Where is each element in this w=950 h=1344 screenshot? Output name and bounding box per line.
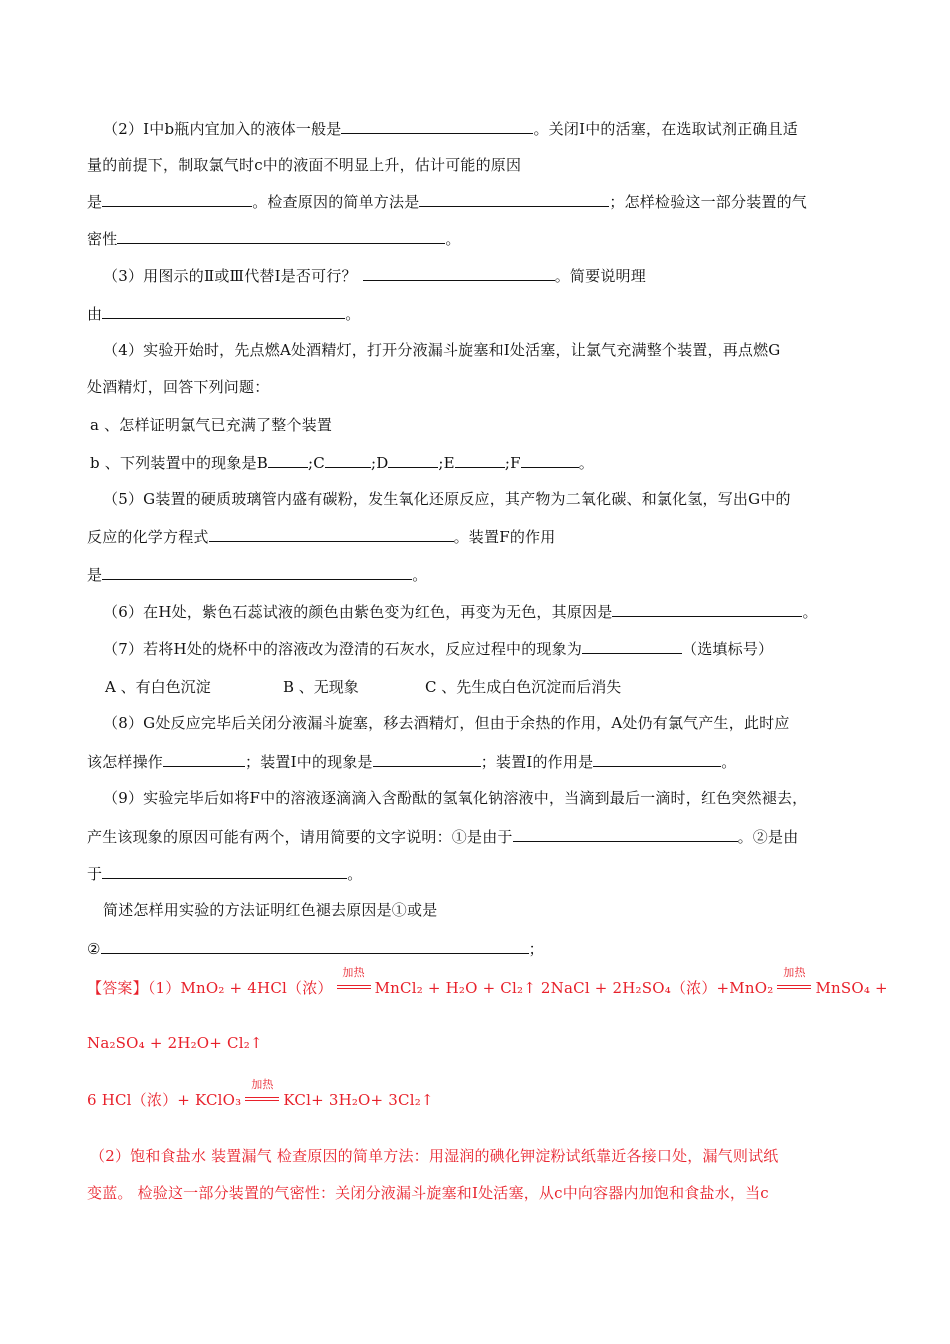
text: ;D [370,454,389,472]
heating-condition [777,966,811,993]
blank-f[interactable] [521,452,579,468]
text: （2）Ⅰ中b瓶内宜加入的液体一般是 [103,120,342,138]
text: 由 [87,305,103,323]
q4-part-a: a 、怎样证明氯气已充满了整个装置 [90,416,333,434]
text: ；装置Ⅰ中的现象是 [245,753,373,771]
q9-line-1: （9）实验完毕后如将F中的溶液逐滴滴入含酚酞的氢氧化钠溶液中，当滴到最后一滴时，红色突然褪去， [103,789,808,807]
text: 。 [345,305,361,323]
q8-line-2 [87,751,736,772]
q8-line-1: （8）G处反应完毕后关闭分液漏斗旋塞，移去酒精灯，但由于余热的作用，A处仍有氯气产生，此时应 [103,714,790,732]
text: MnSO₄ + [815,979,888,997]
answer-blank[interactable] [373,751,481,767]
q9-line-3 [87,863,362,884]
q2-line-1 [103,118,798,139]
q2-line-3 [87,191,807,212]
answer-part-2-line-1: （2）饱和食盐水 装置漏气 检查原因的简单方法：用湿润的碘化钾淀粉试纸靠近各接口处，漏气则试纸 [90,1147,779,1165]
text: 。关闭Ⅰ中的活塞，在选取试剂正确且适 [533,120,799,138]
blank-b[interactable] [268,452,308,468]
option-a[interactable]: A 、有白色沉淀 [105,678,211,696]
text: 。 [412,566,428,584]
text: 是 [87,193,103,211]
text: b 、下列装置中的现象是B [90,454,268,472]
text: （7）若将H处的烧杯中的溶液改为澄清的石灰水，反应过程中的现象为 [103,640,583,658]
answer-blank[interactable] [102,191,252,207]
q7-line-1 [103,638,773,659]
q9-line-4: 简述怎样用实验的方法证明红色褪去原因是①或是 [103,901,438,919]
heat-label: 加热 [251,1078,274,1091]
answer-blank[interactable] [117,228,445,244]
q4-line-2: 处酒精灯，回答下列问题： [87,378,270,396]
answer-blank[interactable] [593,751,721,767]
answer-blank[interactable] [582,638,682,654]
q9-line-2 [87,826,798,847]
text: 是 [87,566,103,584]
answer-blank[interactable] [101,938,529,954]
text: 。检查原因的简单方法是 [252,193,420,211]
double-line [337,985,371,989]
double-line [777,985,811,989]
text: 。 [347,865,363,883]
double-line [245,1097,279,1101]
q9-line-5 [87,938,544,959]
answer-blank[interactable] [419,191,609,207]
heating-condition [245,1078,279,1105]
answer-blank[interactable] [163,751,245,767]
text: ;F [504,454,521,472]
heat-label: 加热 [342,966,365,979]
q2-line-2: 量的前提下，制取氯气时c中的液面不明显上升，估计可能的原因 [87,156,522,174]
answer-equation-1-cont: Na₂SO₄ + 2H₂O+ Cl₂↑ [87,1034,263,1052]
text: 。 [445,230,461,248]
text: （选填标号） [682,640,774,658]
heat-label: 加热 [783,966,806,979]
text: ;C [308,454,325,472]
text: KCl+ 3H₂O+ 3Cl₂↑ [283,1091,434,1109]
text: 于 [87,865,103,883]
answer-blank[interactable] [341,118,533,134]
text: MnCl₂ + H₂O + Cl₂↑ 2NaCl + 2H₂SO₄（浓）+MnO₂ [374,979,774,997]
answer-blank[interactable] [102,564,412,580]
answer-blank[interactable] [513,826,738,842]
question-6 [103,601,818,622]
answer-blank[interactable] [363,265,555,281]
text: 。 [721,753,737,771]
text: 。 [578,454,594,472]
q4-line-1: （4）实验开始时，先点燃A处酒精灯，打开分液漏斗旋塞和Ⅰ处活塞，让氯气充满整个装置，再点燃G [103,341,781,359]
blank-c[interactable] [325,452,371,468]
q5-line-1: （5）G装置的硬质玻璃管内盛有碳粉，发生氧化还原反应，其产物为二氧化碳、和氯化氢，写出G中的 [103,490,791,508]
text: ；装置Ⅰ的作用是 [480,753,594,771]
answer-blank[interactable] [102,863,347,879]
text: ② [87,940,101,958]
option-c[interactable]: C 、先生成白色沉淀而后消失 [425,678,622,696]
answer-blank[interactable] [612,601,802,617]
text: 产生该现象的原因可能有两个，请用简要的文字说明：①是由于 [87,828,513,846]
answer-label: 【答案】 [87,979,148,997]
q5-line-3 [87,564,427,585]
answer-equation-2 [87,1078,434,1110]
answer-blank[interactable] [209,526,454,542]
blank-d[interactable] [388,452,438,468]
q3-line-1 [103,265,646,286]
text: 。 [802,603,818,621]
q3-line-2 [87,303,360,324]
blank-e[interactable] [455,452,505,468]
text: （3）用图示的Ⅱ或Ⅲ代替Ⅰ是否可行？ [103,267,357,285]
text: 6 HCl（浓）+ KClO₃ [87,1091,242,1109]
text: 该怎样操作 [87,753,164,771]
text: ；怎样检验这一部分装置的气 [609,193,808,211]
answer-part-2-line-2: 变蓝。 检验这一部分装置的气密性：关闭分液漏斗旋塞和Ⅰ处活塞，从c中向容器内加饱和食盐水，当c [87,1184,769,1202]
option-b[interactable]: B 、无现象 [283,678,359,696]
text: 。简要说明理 [554,267,646,285]
text: 。②是由 [737,828,799,846]
answer-blank[interactable] [102,303,345,319]
q4-part-b [90,452,594,473]
heating-condition [337,966,371,993]
text: 密性 [87,230,118,248]
text: （1）MnO₂ + 4HCl（浓） [147,979,333,997]
text: 反应的化学方程式 [87,528,209,546]
answer-equation-1 [87,966,888,998]
q2-line-4 [87,228,461,249]
text: ;E [438,454,455,472]
q5-line-2 [87,526,555,547]
text: （6）在H处，紫色石蕊试液的颜色由紫色变为红色，再变为无色，其原因是 [103,603,613,621]
text: ； [528,940,544,958]
text: 。装置F的作用 [453,528,556,546]
